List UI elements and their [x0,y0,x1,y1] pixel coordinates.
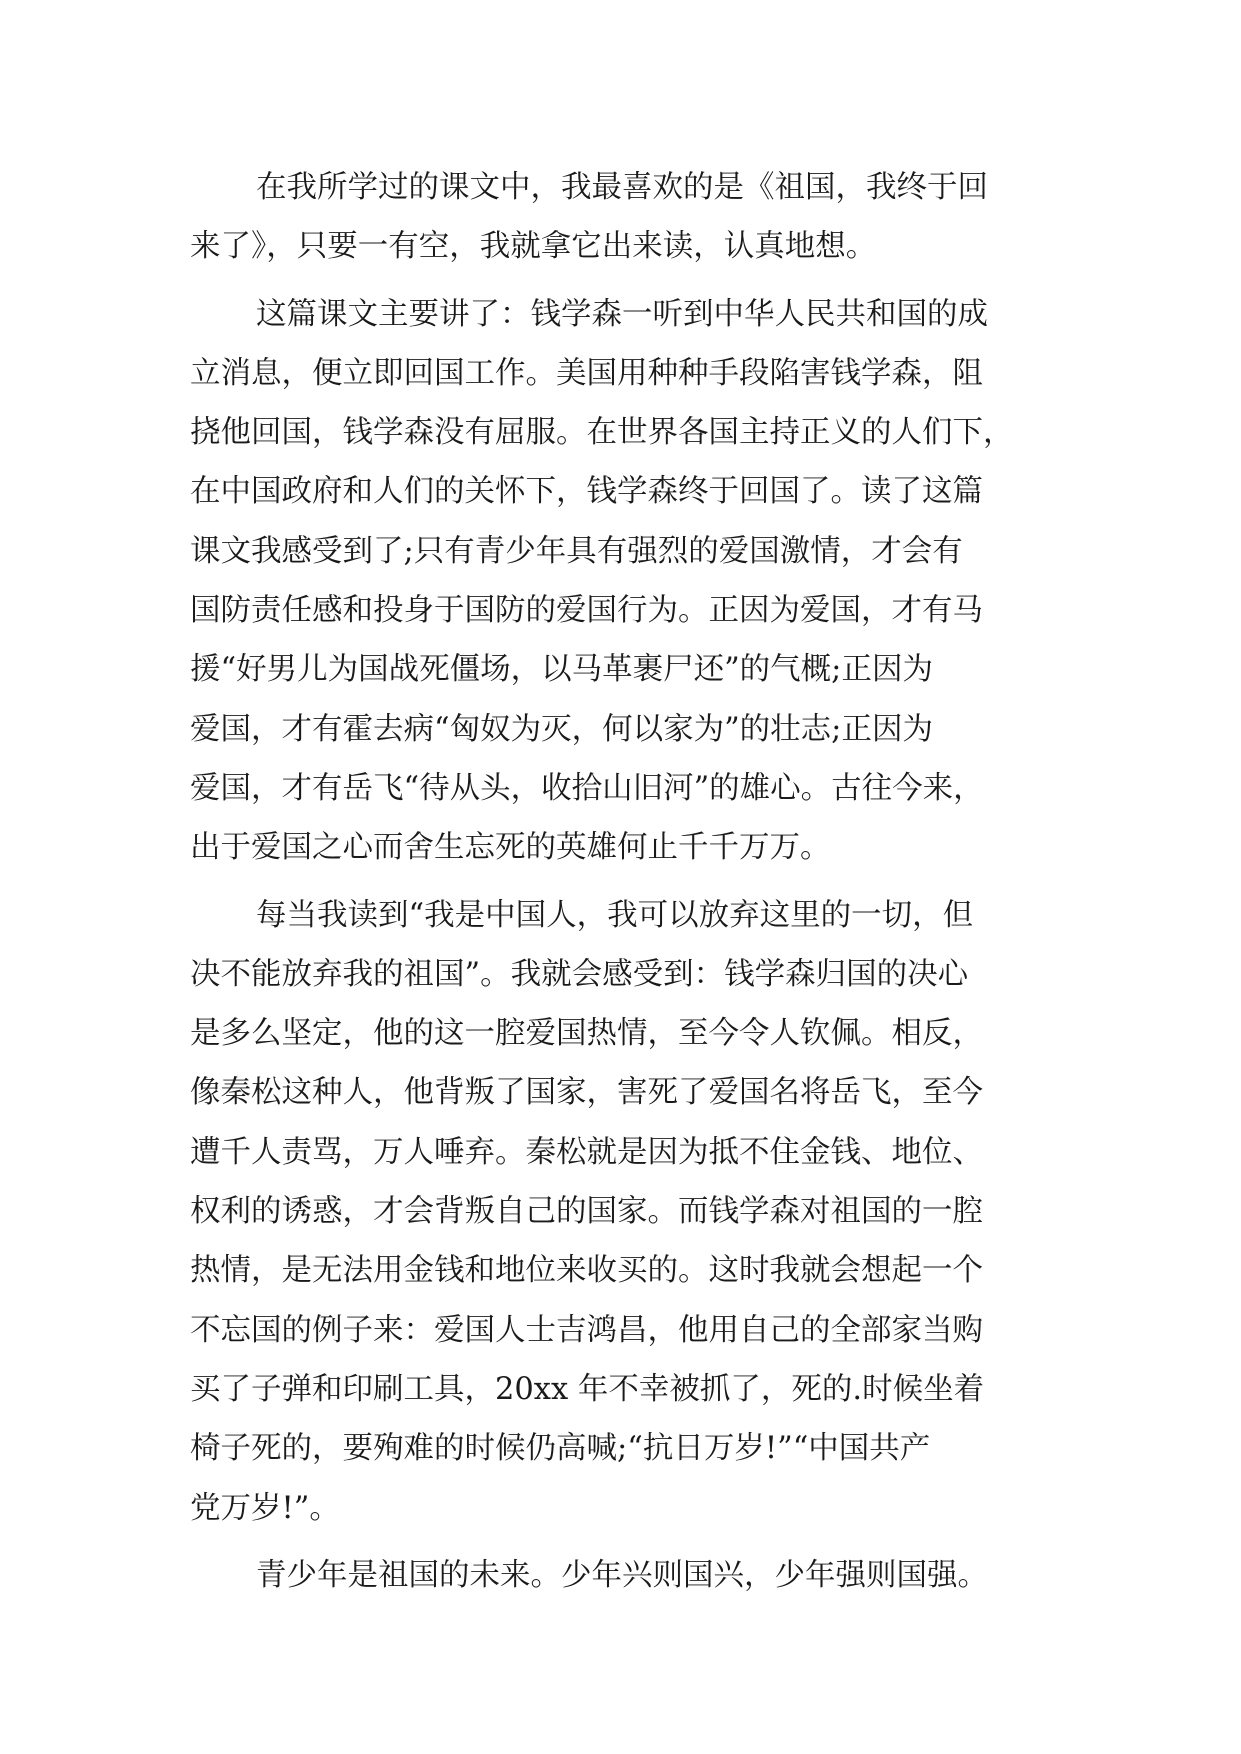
text-line: 青少年是祖国的未来。少年兴则国兴，少年强则国强。 [256,1557,988,1593]
text-line: 像秦松这种人，他背叛了国家，害死了爱国名将岳飞，至今 [190,1075,983,1111]
text-line: 出于爱国之心而舍生忘死的英雄何止千千万万。 [190,830,831,866]
text-line: 遭千人责骂，万人唾弃。秦松就是因为抵不住金钱、地位、 [190,1134,983,1170]
text-line: 来了》，只要一有空，我就拿它出来读，认真地想。 [190,229,877,265]
text-line: 是多么坚定，他的这一腔爱国热情，至今令人钦佩。相反， [190,1016,983,1052]
text-line: 国防责任感和投身于国防的爱国行为。正因为爱国，才有马 [190,593,983,629]
text-line: 这篇课文主要讲了：钱学森一听到中华人民共和国的成 [256,296,988,332]
text-line: 热情，是无法用金钱和地位来收买的。这时我就会想起一个 [190,1253,983,1289]
text-line: 爱国，才有岳飞“待从头，收拾山旧河”的雄心。古往今来， [190,770,984,806]
paragraph-1 [190,158,1070,277]
text-line: 决不能放弃我的祖国”。我就会感受到：钱学森归国的决心 [190,956,969,992]
text-line: 援“好男儿为国战死僵场，以马革裹尸还”的气概;正因为 [190,652,933,688]
text-line: 爱国，才有霍去病“匈奴为灭，何以家为”的壮志;正因为 [190,711,933,747]
text-line: 不忘国的例子来：爱国人士吉鸿昌，他用自己的全部家当购 [190,1312,983,1348]
paragraph-2 [190,285,1070,878]
text-line: 每当我读到“我是中国人，我可以放弃这里的一切，但 [256,897,974,933]
text-line: 党万岁!”。 [190,1490,340,1526]
text-line: 买了子弹和印刷工具，20xx 年不幸被抓了，死的.时候坐着 [190,1371,985,1407]
text-line: 在中国政府和人们的关怀下，钱学森终于回国了。读了这篇 [190,474,983,510]
text-line: 立消息，便立即回国工作。美国用种种手段陷害钱学森，阻 [190,355,983,391]
document-body [190,158,1070,1605]
text-line: 权利的诱惑，才会背叛自己的国家。而钱学森对祖国的一腔 [190,1194,983,1230]
text-line: 课文我感受到了;只有青少年具有强烈的爱国激情，才会有 [190,533,963,569]
text-line: 在我所学过的课文中，我最喜欢的是《祖国，我终于回 [256,170,988,205]
paragraph-4 [190,1546,1070,1605]
paragraph-3 [190,886,1070,1538]
text-line: 椅子死的，要殉难的时候仍高喊;“抗日万岁!”“中国共产 [190,1431,931,1467]
text-line: 挠他回国，钱学森没有屈服。在世界各国主持正义的人们下， [190,415,1014,451]
